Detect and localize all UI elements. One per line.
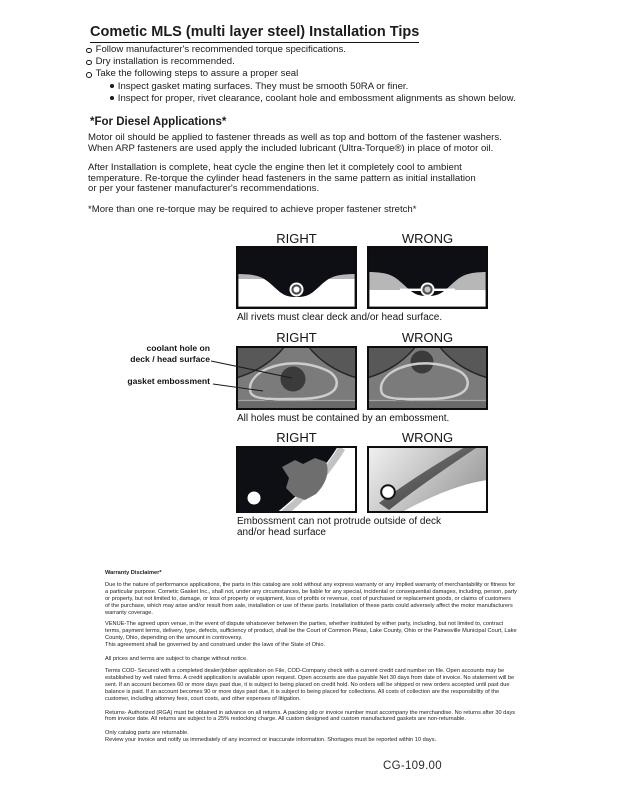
prices-line: All prices and terms are subject to change without notice.: [105, 656, 248, 663]
rivet-graphic: [290, 283, 304, 297]
tip-text: Inspect gasket mating surfaces. They must be smooth 50RA or finer.: [117, 80, 409, 92]
tip-text: Dry installation is recommended.: [95, 56, 235, 68]
gasket-embossment-label: gasket embossment: [127, 376, 210, 386]
coolant-hole-label-line2: deck / head surface: [130, 354, 210, 364]
bolt-hole-graphic: [381, 485, 395, 499]
row3-wrong-header: WRONG: [401, 430, 454, 445]
paragraph-line: When ARP fasteners are used apply the included lubricant (Ultra-Torque®) in place of motor oil.: [88, 142, 494, 154]
row2-caption: All holes must be contained by an embossment.: [237, 413, 450, 424]
warranty-heading: Warranty Disclaimer*: [105, 570, 162, 576]
rivet-graphic: [421, 283, 435, 297]
paragraph-line: After Installation is complete, heat cycle the engine then let it completely cool to ambient: [88, 162, 462, 173]
filled-bullet-icon: [110, 96, 114, 100]
paragraph-line: temperature. Re-torque the cylinder head fasteners in the same pattern as initial installation: [88, 172, 476, 184]
catalog-only-line: Only catalog parts are returnable.: [105, 730, 189, 737]
row3-right-header: RIGHT: [276, 430, 317, 445]
review-invoice-line: Review your invoice and notify us immediately of any incorrect or inaccurate information. Shortages must be reported within 10 days.: [105, 737, 437, 744]
venue-paragraph: VENUE-The agreed upon venue, in the event of dispute whatsoever between the parties, whether instituted by either party, including, but not limited to, contract terms, payment terms, delivery, type, defects, sufficiency of product, shall be the Court of Common Pleas, Lake County, Ohio or the Painesville Municipal Court, Lake County, Ohio, depending on the amount in controversy.: [105, 621, 517, 642]
row2-right-header: RIGHT: [276, 330, 317, 345]
diesel-paragraph-1: [88, 133, 540, 154]
row3-caption-line1: Embossment can not protrude outside of deck: [237, 516, 442, 527]
retorque-note: *More than one re-torque may be required to achieve proper fastener stretch*: [88, 204, 417, 215]
row3-caption-line2: and/or head surface: [237, 527, 326, 538]
row1-caption: All rivets must clear deck and/or head surface.: [237, 312, 443, 323]
governing-law-line: This agreement shall be governed by and construed under the laws of the State of Ohio.: [105, 642, 326, 649]
annotation-leader-lines: [105, 340, 305, 400]
tip-text: Take the following steps to assure a proper seal: [95, 68, 299, 80]
open-bullet-icon: [86, 48, 92, 54]
coolant-hole-label-line1: coolant hole on: [146, 343, 210, 353]
list-item: [86, 68, 556, 80]
open-bullet-icon: [86, 72, 92, 78]
page-code: CG-109.00: [383, 760, 442, 772]
paragraph-line: Motor oil should be applied to fastener threads as well as top and bottom of the fastener washers.: [88, 132, 502, 143]
row2-wrong-panel: [367, 346, 488, 410]
bolt-hole-graphic: [248, 492, 261, 505]
warranty-paragraph: Due to the nature of performance applications, the parts in this catalog are sold without any express warranty or any implied warranty of merchantability or fitness for a particular purpose. Cometic Gasket Inc., shall not, under any circumstances, be liable for any special, incidental or consequential damages, including, person, party or property, but not limited to, damage, or loss of property or equipment, loss of profits or revenue, cost of purchased or replacement goods, or claims of customers of the purchase, which may arise and/or result from sale, installation or use of these parts. Installation of these parts could adversely affect the motor manufacturers warranty coverage.: [105, 581, 517, 616]
terms-cod-paragraph: Terms COD- Secured with a completed dealer/jobber application on File, COD-Company check with a current credit card number on file. Open accounts may be established by well rated firms. A credit application is available upon request. Open accounts are due payable Net 30 days from date of invoice. No statement will be sent. If an account becomes 60 or more days past due, it is subject to being placed on credit hold. No orders will be shipped or new orders accepted until past due balance is paid. If an account becomes 90 or more days past due, it is subject to being placed for collections. All costs of collection are the responsibility of the customer, including attorney fees, court costs, and other expenses of litigation.: [105, 667, 515, 702]
tip-text: Inspect for proper, rivet clearance, coolant hole and embossment alignments as shown below.: [117, 92, 516, 104]
row1-right-panel: [236, 246, 357, 309]
tip-text: Follow manufacturer's recommended torque specifications.: [95, 44, 346, 55]
list-item: [86, 44, 556, 56]
row1-wrong-header: WRONG: [401, 231, 454, 246]
list-item: [86, 56, 556, 68]
installation-tips-list: [86, 44, 556, 105]
open-bullet-icon: [86, 60, 92, 66]
coolant-hole-graphic: [411, 351, 434, 374]
diesel-paragraph-2: [88, 163, 540, 195]
row3-wrong-panel: [367, 446, 488, 513]
row1-wrong-panel: [367, 246, 488, 309]
warranty-disclaimer: [105, 570, 517, 744]
row2-wrong-header: WRONG: [401, 330, 454, 345]
row1-right-header: RIGHT: [276, 231, 317, 246]
list-item: [110, 81, 556, 93]
paragraph-line: or per your fastener manufacturer's recommendations.: [88, 183, 320, 195]
returns-paragraph: Returns- Authorized (RGA) must be obtained in advance on all returns. A packing slip or invoice number must accompany the merchandise. No returns after 30 days from invoice date. All returns are subject to a 25% restocking charge. All custom designed and custom manufactured gaskets are non-returnable.: [105, 709, 516, 723]
row3-right-panel: [236, 446, 357, 513]
filled-bullet-icon: [110, 84, 114, 88]
diesel-section-heading: *For Diesel Applications*: [90, 116, 227, 128]
page-title: Cometic MLS (multi layer steel) Installation Tips: [90, 24, 419, 43]
list-item: [110, 93, 556, 105]
